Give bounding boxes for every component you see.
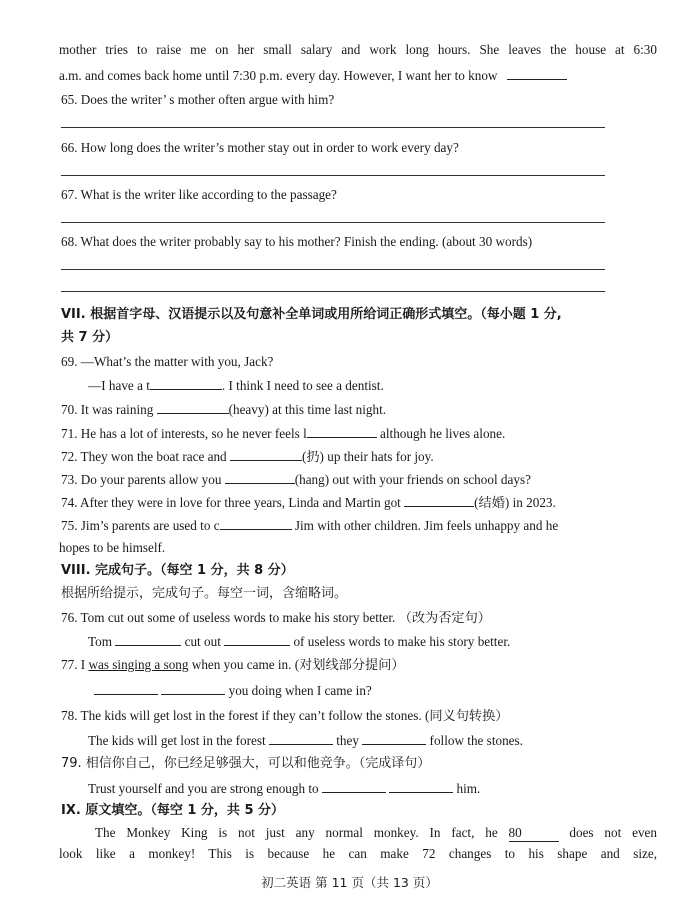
q71-text-b: although he lives alone. bbox=[376, 426, 506, 441]
q71-text-a: 71. He has a lot of interests, so he never feels l bbox=[61, 426, 307, 441]
s9-text-a: The Monkey King is not just any normal monkey. In fact, he bbox=[95, 825, 509, 840]
question-number: 68. bbox=[61, 234, 78, 249]
q70-blank[interactable] bbox=[157, 401, 229, 414]
answer-line-67[interactable] bbox=[61, 222, 605, 223]
passage-line-1: mother tries to raise me on her small salary and work long hours. She leaves the house at 6:30 bbox=[59, 42, 657, 57]
section-9-line-2: look like a monkey! This is because he can make 72 changes to his shape and size, bbox=[59, 846, 657, 861]
question-69: 69. —What’s the matter with you, Jack? bbox=[61, 354, 274, 369]
q72-text-a: 72. They won the boat race and bbox=[61, 449, 230, 464]
question-75 bbox=[61, 517, 657, 534]
q75-text-b: Jim with other children. Jim feels unhappy and he bbox=[291, 518, 559, 533]
q72-blank[interactable] bbox=[230, 448, 302, 461]
question-text: Does the writer’ s mother often argue with him? bbox=[80, 92, 335, 107]
q76-blank-1[interactable] bbox=[115, 633, 181, 646]
q69-blank[interactable] bbox=[150, 377, 222, 390]
question-78: 78. The kids will get lost in the forest if they can’t follow the stones. (同义句转换） bbox=[61, 708, 509, 723]
q74-text-b: (结婚) in 2023. bbox=[474, 495, 556, 510]
q78-blank-1[interactable] bbox=[269, 732, 333, 745]
q71-blank[interactable] bbox=[307, 425, 377, 438]
passage-line-2-text: a.m. and comes back home until 7:30 p.m. every day. However, I want her to know bbox=[59, 68, 498, 83]
question-72 bbox=[61, 448, 434, 465]
answer-line-68a[interactable] bbox=[61, 269, 605, 270]
section-7-title-line-2: 共 7 分） bbox=[61, 330, 119, 345]
q77-text-a: 77. I bbox=[61, 657, 89, 672]
section-9-line-1 bbox=[95, 825, 657, 842]
q73-text-b: (hang) out with your friends on school days? bbox=[294, 472, 531, 487]
q77-text-c: you doing when I came in? bbox=[225, 683, 372, 698]
q76-blank-2[interactable] bbox=[224, 633, 290, 646]
q77-text-b: when you came in. (对划线部分提问） bbox=[188, 657, 405, 672]
q70-text-b: (heavy) at this time last night. bbox=[228, 402, 387, 417]
question-number: 65. bbox=[61, 92, 78, 107]
question-68 bbox=[61, 234, 532, 250]
answer-line-68b[interactable] bbox=[61, 291, 605, 292]
q78-blank-2[interactable] bbox=[362, 732, 426, 745]
q79-text-a: Trust yourself and you are strong enough to bbox=[88, 781, 322, 796]
q73-blank[interactable] bbox=[225, 471, 295, 484]
q75-text-a: 75. Jim’s parents are used to c bbox=[61, 518, 220, 533]
q77-blank-1[interactable] bbox=[94, 682, 158, 695]
section-8-title: VIII. 完成句子。（每空 1 分，共 8 分） bbox=[61, 563, 294, 578]
question-76: 76. Tom cut out some of useless words to make his story better. （改为否定句） bbox=[61, 610, 491, 625]
q77-underlined-part: was singing a song bbox=[88, 657, 189, 672]
question-77 bbox=[61, 657, 405, 673]
q79-blank-1[interactable] bbox=[322, 780, 386, 793]
q76-text-b: cut out bbox=[181, 634, 225, 649]
q69-text-b: . I think I need to see a dentist. bbox=[221, 378, 384, 393]
question-71 bbox=[61, 425, 505, 442]
q79-blank-2[interactable] bbox=[389, 780, 453, 793]
q73-text-a: 73. Do your parents allow you bbox=[61, 472, 225, 487]
question-69-reply bbox=[88, 377, 384, 394]
question-number: 66. bbox=[61, 140, 78, 155]
q72-text-b: (扔) up their hats for joy. bbox=[301, 449, 434, 464]
question-67 bbox=[61, 187, 337, 203]
passage-line-2 bbox=[59, 67, 657, 84]
question-75-cont: hopes to be himself. bbox=[59, 540, 166, 555]
question-text: How long does the writer’s mother stay out in order to work every day? bbox=[80, 140, 459, 155]
q74-blank[interactable] bbox=[404, 494, 474, 507]
q76-text-a: Tom bbox=[88, 634, 116, 649]
q79-text-b: him. bbox=[453, 781, 481, 796]
q78-text-c: follow the stones. bbox=[426, 733, 523, 748]
question-text: What does the writer probably say to his mother? Finish the ending. (about 30 words) bbox=[80, 234, 533, 249]
answer-line-65[interactable] bbox=[61, 127, 605, 128]
question-77-answer bbox=[94, 682, 372, 699]
question-78-answer bbox=[88, 732, 523, 749]
question-74 bbox=[61, 494, 556, 511]
section-9-title: IX. 原文填空。（每空 1 分，共 5 分） bbox=[61, 803, 285, 818]
q69-text-a: —I have a t bbox=[88, 378, 150, 393]
q78-text-b: they bbox=[332, 733, 363, 748]
question-76-answer bbox=[88, 633, 510, 650]
question-79-answer bbox=[88, 780, 480, 797]
q77-blank-2[interactable] bbox=[161, 682, 225, 695]
passage-blank[interactable] bbox=[507, 67, 567, 80]
question-65 bbox=[61, 92, 334, 108]
q76-text-c: of useless words to make his story better. bbox=[290, 634, 511, 649]
section-7-title-line-1: VII. 根据首字母、汉语提示以及句意补全单词或用所给词正确形式填空。（每小题 1 分, bbox=[61, 307, 562, 322]
s9-text-b: does not even bbox=[558, 825, 657, 840]
section-8-instruction: 根据所给提示，完成句子。每空一词，含缩略词。 bbox=[61, 586, 348, 601]
question-73 bbox=[61, 471, 531, 488]
question-66 bbox=[61, 140, 459, 156]
question-79: 79. 相信你自己，你已经足够强大，可以和他竞争。（完成译句） bbox=[61, 756, 431, 771]
question-number: 67. bbox=[61, 187, 78, 202]
q75-blank[interactable] bbox=[220, 517, 292, 530]
page-footer: 初二英语 第 11 页（共 13 页） bbox=[261, 875, 438, 890]
q80-blank[interactable]: 80 bbox=[509, 825, 559, 842]
question-70 bbox=[61, 401, 386, 418]
q74-text-a: 74. After they were in love for three years, Linda and Martin got bbox=[61, 495, 405, 510]
q70-text-a: 70. It was raining bbox=[61, 402, 157, 417]
answer-line-66[interactable] bbox=[61, 175, 605, 176]
question-text: What is the writer like according to the passage? bbox=[80, 187, 337, 202]
q78-text-a: The kids will get lost in the forest bbox=[88, 733, 269, 748]
